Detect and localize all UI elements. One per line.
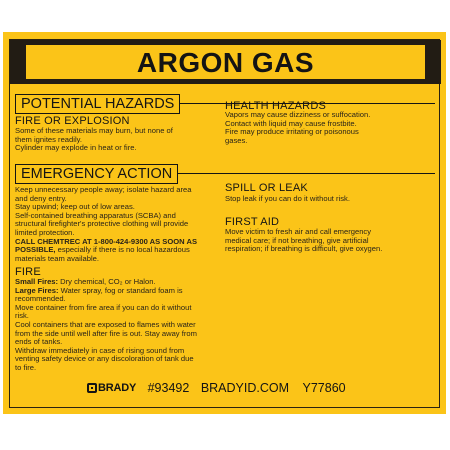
text-line: Self-contained breathing apparatus (SCBA) and [15,210,176,220]
title-panel [26,45,425,79]
chemtrec-possible: POSSIBLE, [15,245,56,255]
text-line: Cool containers that are exposed to flames with water [15,319,196,329]
text-line: structural firefighter's protective clothing will provide [15,219,189,229]
text-line: risk. [15,311,29,321]
text-line: Withdraw immediately in case of rising sound from [15,345,185,355]
chemtrec-rest-last: materials team available. [15,253,99,263]
text-line: Move container from fire area if you can do it without [15,302,192,312]
chemtrec-line: CALL CHEMTREC AT 1-800-424-9300 AS SOON AS [15,236,198,246]
small-fires-label: Small Fires: [15,277,59,286]
small-fires-text: Dry chemical, CO₂ or Halon. [58,277,156,286]
text-line: venting safety device or any discoloration of tank due [15,354,194,364]
label-title: ARGON GAS [136,47,315,78]
emergency-action-heading: EMERGENCY ACTION [15,164,178,184]
text-line: Some of these materials may burn, but none of [15,126,173,135]
text-line: gases. [225,135,248,145]
large-fires-text: Water spray, fog or standard foam is [58,285,183,295]
argon-gas-label [3,32,446,414]
text-line: Keep unnecessary people away; isolate hazard area [15,185,192,194]
text-line: Contact with liquid may cause frostbite. [225,118,357,128]
text-line: recommended. [15,294,66,304]
text-line: limited protection. [15,227,75,237]
chemtrec-rest: especially if there is no local hazardous [55,245,190,255]
fire-explosion-title: FIRE OR EXPLOSION [15,115,130,127]
brady-logo [87,380,136,396]
text-line: Move victim to fresh air and call emergency [225,227,372,236]
text-line: and deny entry. [15,193,67,203]
text-line: to fire. [15,362,37,372]
large-fires-label: Large Fires: [15,285,59,295]
potential-hazards-heading: POTENTIAL HAZARDS [15,94,180,114]
fire-explosion-text [15,127,173,153]
health-hazards-text [225,111,370,145]
first-aid-title: FIRST AID [225,216,280,228]
spill-leak-title: SPILL OR LEAK [225,182,308,194]
brady-mark-icon [87,383,97,393]
fire-title: FIRE [15,266,41,278]
text-line: ends of tanks. [15,337,63,347]
product-code: Y77860 [302,380,346,395]
fire-text [15,278,197,373]
text-line: Vapors may cause dizziness or suffocation. [225,110,371,119]
text-line: Fire may produce irritating or poisonous [225,127,359,137]
text-line: Stay upwind; keep out of low areas. [15,202,135,212]
title-banner [10,40,441,84]
text-line: them ignites readily. [15,134,82,144]
emergency-action-text [15,186,197,263]
spill-leak-text [225,195,350,204]
first-aid-text [225,228,382,254]
health-hazards-title: HEALTH HAZARDS [225,100,326,112]
part-number: #93492 [147,380,190,395]
text-line: medical care; if not breathing, give artificial [225,235,369,245]
brady-brand: BRADY [98,381,137,394]
text-line: respiration; if breathing is difficult, give oxygen. [225,244,383,254]
website: BRADYID.COM [200,380,290,395]
text-line: Cylinder may explode in heat or fire. [15,143,137,153]
label-footer [87,379,346,395]
text-line: Stop leak if you can do it without risk. [225,194,350,203]
text-line: from the side until well after fire is out. Stay away from [15,328,197,338]
